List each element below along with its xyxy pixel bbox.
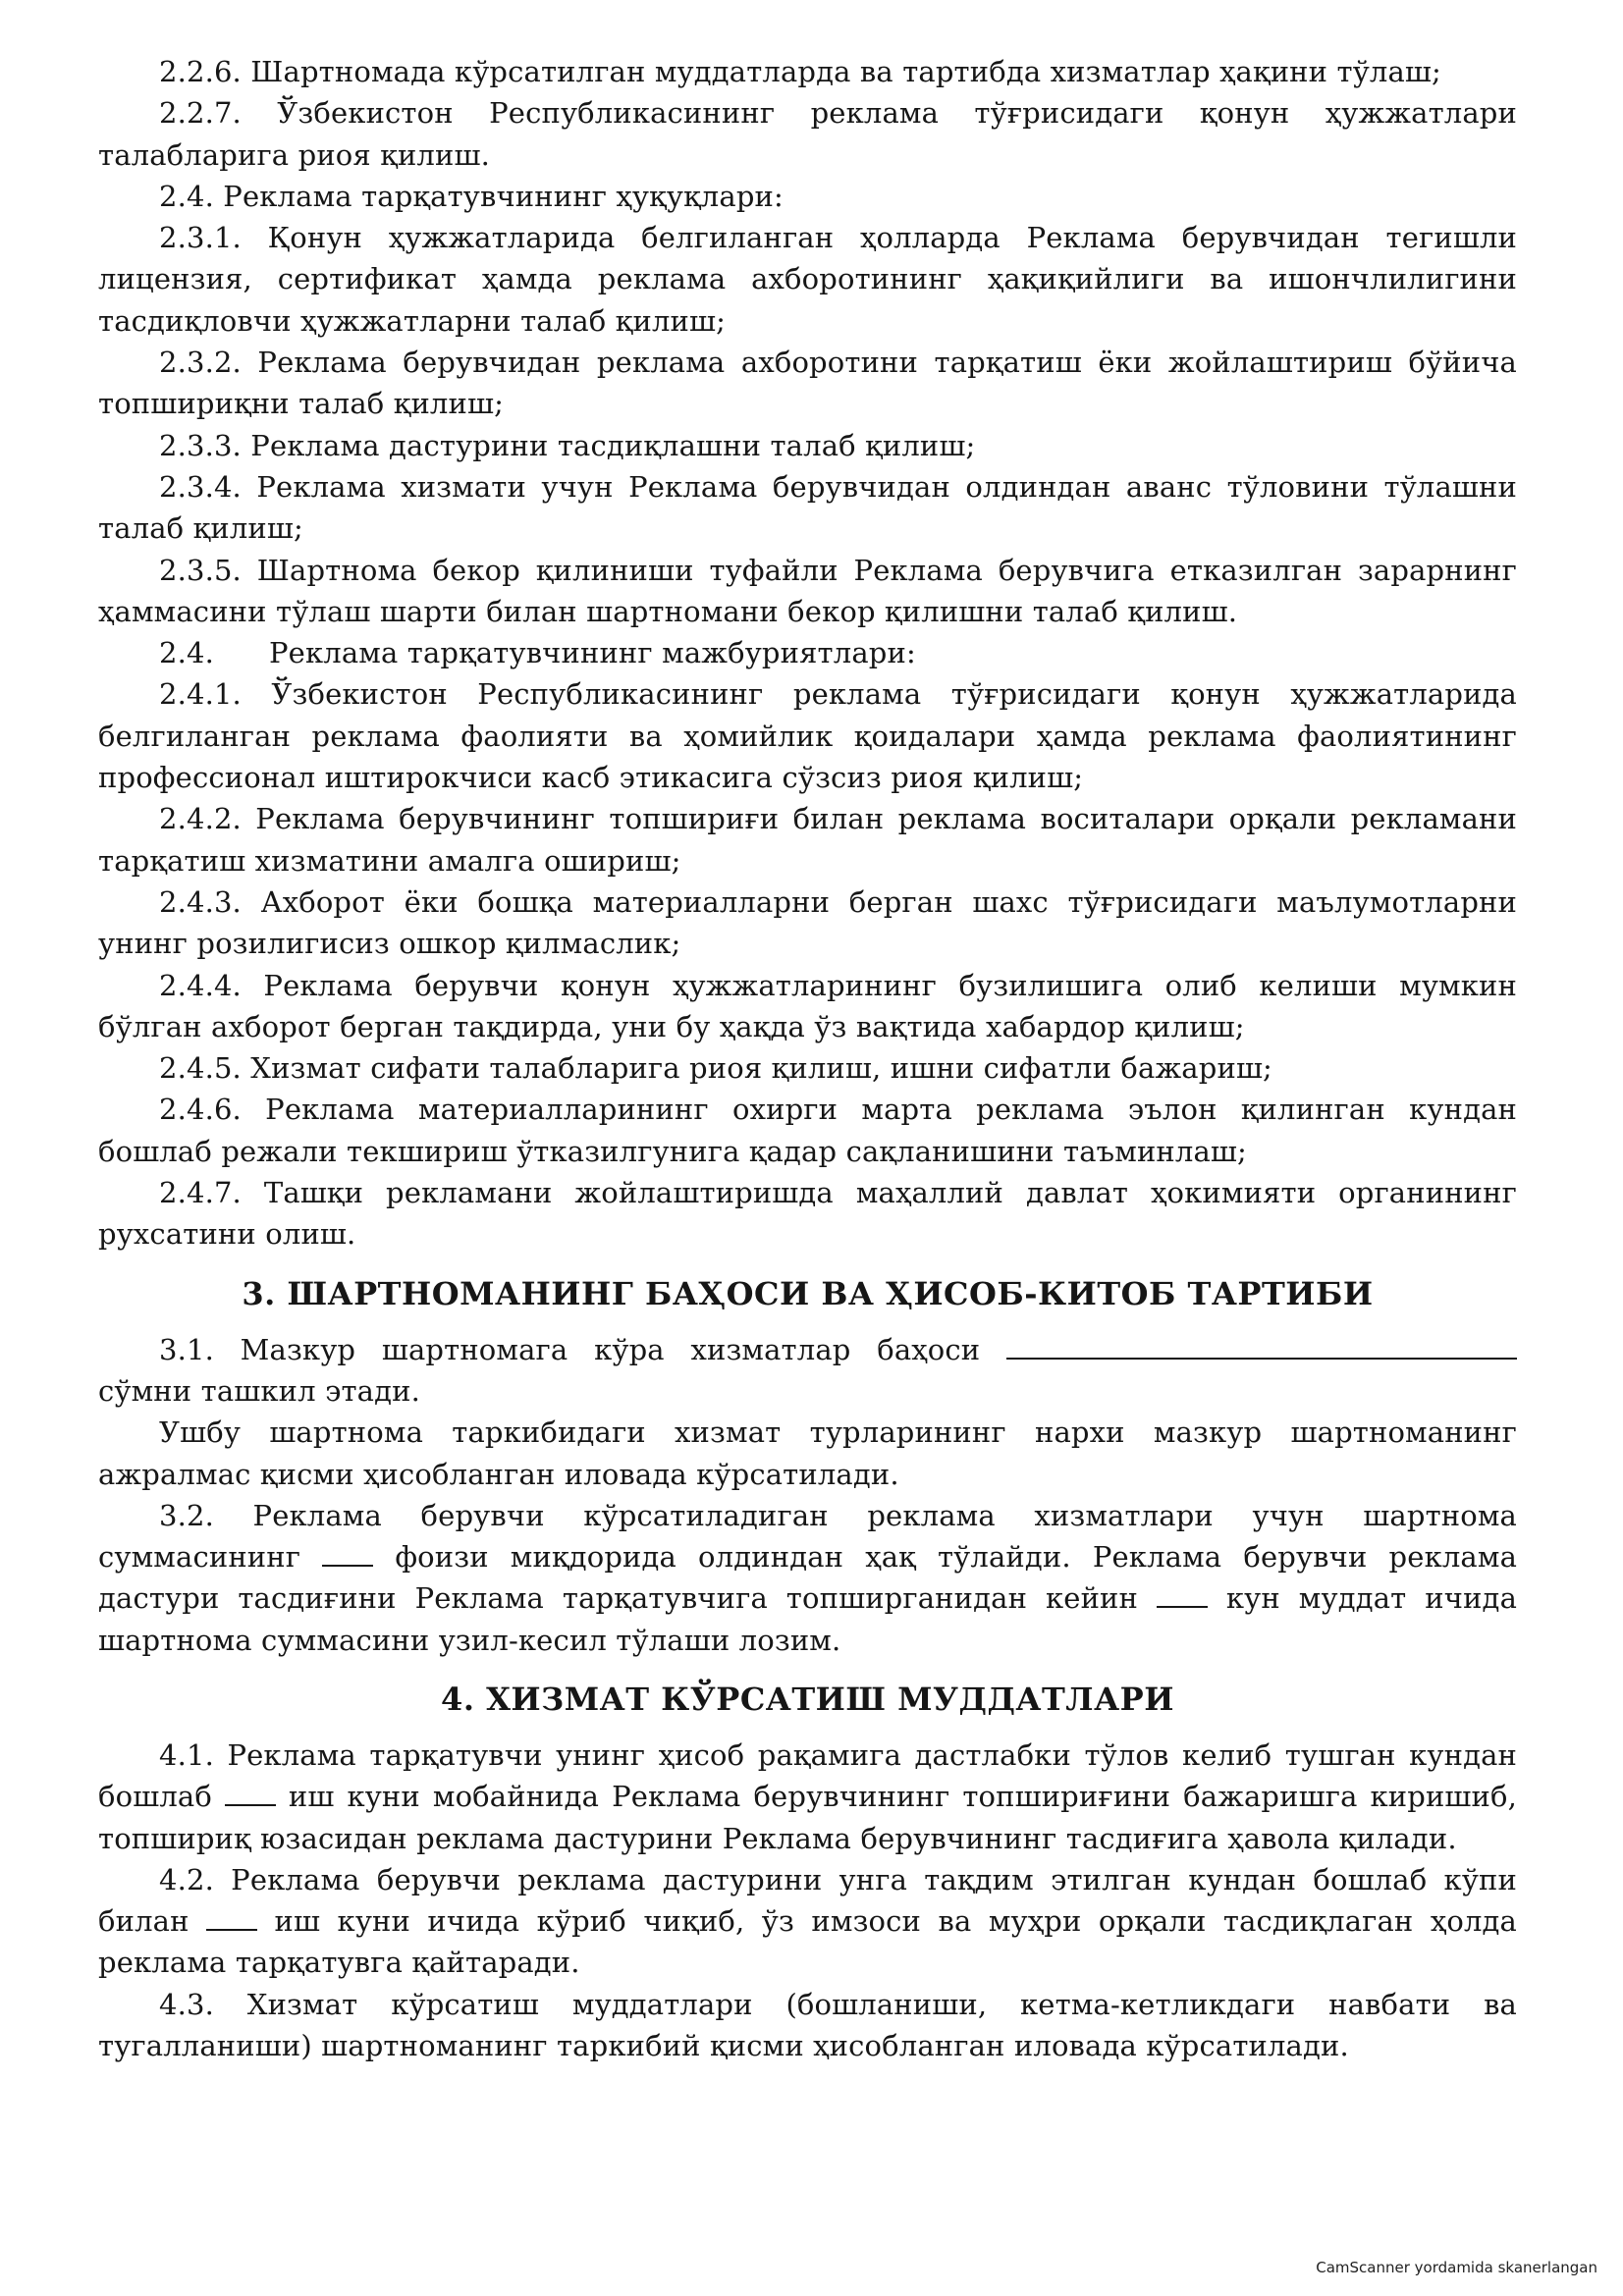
clause-3-1	[98, 1329, 1517, 1413]
clause-4-1	[98, 1735, 1517, 1859]
clause-2-2-6: 2.2.6. Шартномада кўрсатилган муддатларда ва тартибда хизматлар ҳақини тўлаш;	[159, 55, 1441, 88]
clause-3-1-text-after: сўмни ташкил этади.	[98, 1373, 420, 1408]
clause-4-3: 4.3. Хизмат кўрсатиш муддатлари (бошланиши, кетма-кетликдаги навбати ва тугалланиши) шартноманинг таркибий қисми ҳисобланган иловада кўрсатилади.	[98, 1987, 1517, 2063]
clause-3-2-text-c: кун муддат ичида шартнома суммасини узил-кесил тўлаши лозим.	[98, 1581, 1518, 1657]
days-blank	[1157, 1582, 1208, 1608]
clause-2-2-7: 2.2.7. Ўзбекистон Республикасининг реклама тўғрисидаги қонун ҳужжатлари талабларига риоя қилиш.	[98, 96, 1517, 172]
workdays-blank-1	[225, 1781, 276, 1806]
clause-3-1-annex: Ушбу шартнома таркибидаги хизмат турларининг нархи мазкур шартноманинг ажралмас қисми ҳисобланган иловада кўрсатилади.	[98, 1415, 1517, 1491]
clause-2-4-rights-title: 2.4. Реклама тарқатувчининг ҳуқуқлари:	[159, 179, 784, 213]
clause-2-4-6: 2.4.6. Реклама материалларининг охирги марта реклама эълон қилинган кундан бошлаб режали текшириш ўтказилгунига қадар сақланишини таъминлаш;	[98, 1093, 1517, 1168]
clause-2-4-3: 2.4.3. Ахборот ёки бошқа материалларни берган шахс тўғрисидаги маълумотларни унинг розилигисиз ошкор қилмаслик;	[98, 884, 1517, 961]
clause-4-1-text-b: иш куни мобайнида Реклама берувчининг топшириғини бажаришга киришиб, топшириқ юзасидан реклама дастурини Реклама берувчининг тасдиғига ҳавола қилади.	[98, 1780, 1517, 1855]
section-4-heading: 4. ХИЗМАТ КЎРСАТИШ МУДДАТЛАРИ	[441, 1680, 1174, 1718]
clause-2-3-3: 2.3.3. Реклама дастурини тасдиқлашни талаб қилиш;	[159, 428, 976, 462]
clause-2-4-2: 2.4.2. Реклама берувчининг топшириғи билан реклама воситалари орқали рекламани тарқатиш хизматини амалга ошириш;	[98, 802, 1517, 878]
clause-2-3-4: 2.3.4. Реклама хизмати учун Реклама берувчидан олдиндан аванс тўловини тўлашни талаб қилиш;	[98, 469, 1517, 546]
clause-3-2-text-b: фоизи миқдорида олдиндан ҳақ тўлайди. Реклама берувчи реклама дастури тасдиғини Реклама тарқатувчига топширганидан кейин	[98, 1540, 1518, 1616]
clause-3-2	[98, 1495, 1517, 1661]
workdays-blank-2	[206, 1905, 257, 1931]
clause-2-3-2: 2.3.2. Реклама берувчидан реклама ахборотини тарқатиш ёки жойлаштириш бўйича топшириқни талаб қилиш;	[98, 346, 1517, 421]
clause-4-2	[98, 1859, 1517, 1984]
clause-number: 2.4.	[159, 636, 214, 670]
clause-4-2-text-a: 4.2. Реклама берувчи реклама дастурини унга тақдим этилган кундан бошлаб кўпи билан	[98, 1862, 1517, 1939]
percent-blank	[322, 1541, 373, 1567]
section-3-heading: 3. ШАРТНОМАНИНГ БАҲОСИ ВА ҲИСОБ-КИТОБ ТАРТИБИ	[242, 1274, 1374, 1312]
clause-3-2-text-a: 3.2. Реклама берувчи кўрсатиладиган реклама хизматлари учун шартнома суммасининг	[98, 1498, 1517, 1575]
clause-2-4-5: 2.4.5. Хизмат сифати талабларига риоя қилиш, ишни сифатли бажариш;	[159, 1051, 1272, 1086]
clause-4-2-text-b: иш куни ичида кўриб чиқиб, ўз имзоси ва муҳри орқали тасдиқлаган ҳолда реклама тарқатувга қайтаради.	[98, 1904, 1517, 1980]
clause-2-4-4: 2.4.4. Реклама берувчи қонун ҳужжатларининг бузилишига олиб келиши мумкин бўлган ахборот берган тақдирда, уни бу ҳақда ўз вақтида хабардор қилиш;	[98, 968, 1517, 1043]
clause-3-1-text-before: 3.1. Мазкур шартномага кўра хизматлар баҳоси	[159, 1332, 981, 1366]
scanner-footer: CamScanner yordamida skanerlangan	[1316, 2259, 1597, 2276]
clause-2-3-5: 2.3.5. Шартнома бекор қилиниши туфайли Реклама берувчига етказилган зарарнинг ҳаммасини тўлаш шарти билан шартномани бекор қилишни талаб қилиш.	[98, 553, 1517, 628]
document-page	[98, 51, 1517, 2066]
clause-4-1-text-a: 4.1. Реклама тарқатувчи унинг ҳисоб рақамига дастлабки тўлов келиб тушган кундан бошлаб	[98, 1737, 1517, 1814]
clause-2-3-1: 2.3.1. Қонун ҳужжатларида белгиланган ҳолларда Реклама берувчидан тегишли лицензия, сертификат ҳамда реклама ахборотининг ҳақиқийлиги ва ишончлилигини тасдиқловчи ҳужжатларни талаб қилиш;	[98, 221, 1517, 338]
clause-2-4-7: 2.4.7. Ташқи рекламани жойлаштиришда маҳаллий давлат ҳокимияти органининг рухсатини олиш.	[98, 1176, 1517, 1252]
clause-2-4-obligations-title	[98, 632, 1517, 673]
price-blank	[1006, 1334, 1517, 1360]
clause-2-4-1: 2.4.1. Ўзбекистон Республикасининг реклама тўғрисидаги қонун ҳужжатларида белгиланган реклама фаолияти ва ҳомийлик қоидалари ҳамда реклама фаолиятининг профессионал иштирокчиси касб этикасига сўзсиз риоя қилиш;	[98, 677, 1517, 795]
clause-text: Реклама тарқатувчининг мажбуриятлари:	[269, 636, 916, 670]
